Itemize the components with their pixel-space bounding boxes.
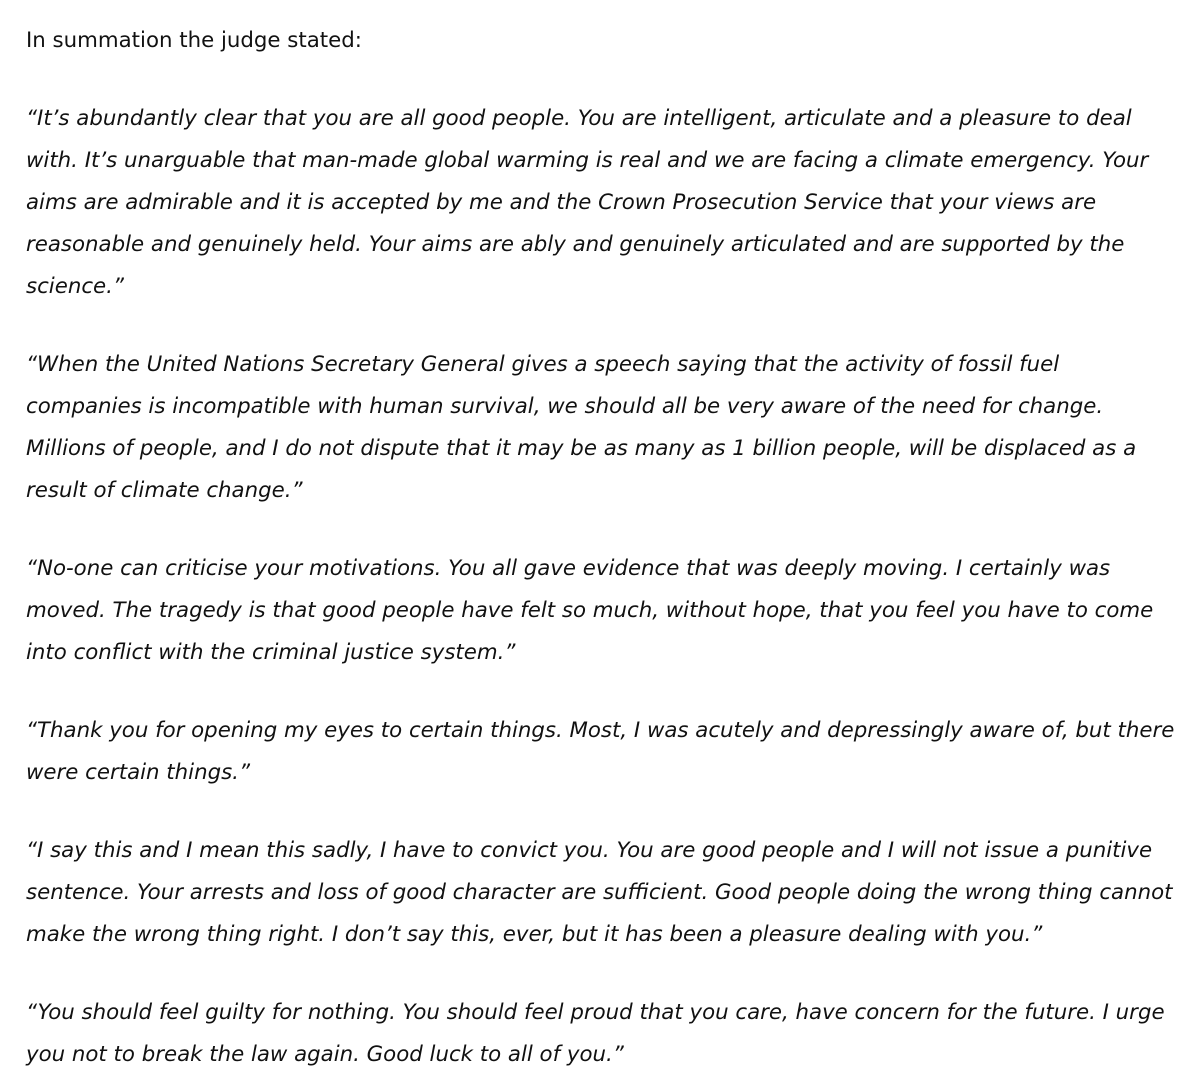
quote-paragraph-6: “You should feel guilty for nothing. You should feel proud that you care, have concern for the future. I urge you not to break the law again. Good luck to all of you.” — [26, 1000, 1165, 1067]
quote-paragraph-3: “No-one can criticise your motivations. You all gave evidence that was deeply moving. I certainly was moved. The tragedy is that good people have felt so much, without hope, that you feel you have to come into conflict with the criminal justice system.” — [26, 556, 1154, 665]
document-body — [26, 20, 1176, 1076]
quote-paragraph-4: “Thank you for opening my eyes to certain things. Most, I was acutely and depressingly aware of, but there were certain things.” — [26, 718, 1175, 785]
quote-paragraph-1: “It’s abundantly clear that you are all good people. You are intelligent, articulate and a pleasure to deal with. It’s unarguable that man-made global warming is real and we are facing a climate emergency. Your aims are admirable and it is accepted by me and the Crown Prosecution Service that your views are reasonable and genuinely held. Your aims are ably and genuinely articulated and are supported by the science.” — [26, 106, 1149, 299]
quote-paragraph-2: “When the United Nations Secretary General gives a speech saying that the activity of fossil fuel companies is incompatible with human survival, we should all be very aware of the need for change. Millions of people, and I do not dispute that it may be as many as 1 billion people, will be displaced as a result of climate change.” — [26, 352, 1137, 503]
quote-paragraph-5: “I say this and I mean this sadly, I have to convict you. You are good people and I will not issue a punitive sentence. Your arrests and loss of good character are sufficient. Good people doing the wrong thing cannot make the wrong thing right. I don’t say this, ever, but it has been a pleasure dealing with you.” — [26, 838, 1173, 947]
intro-text: In summation the judge stated: — [26, 28, 362, 53]
